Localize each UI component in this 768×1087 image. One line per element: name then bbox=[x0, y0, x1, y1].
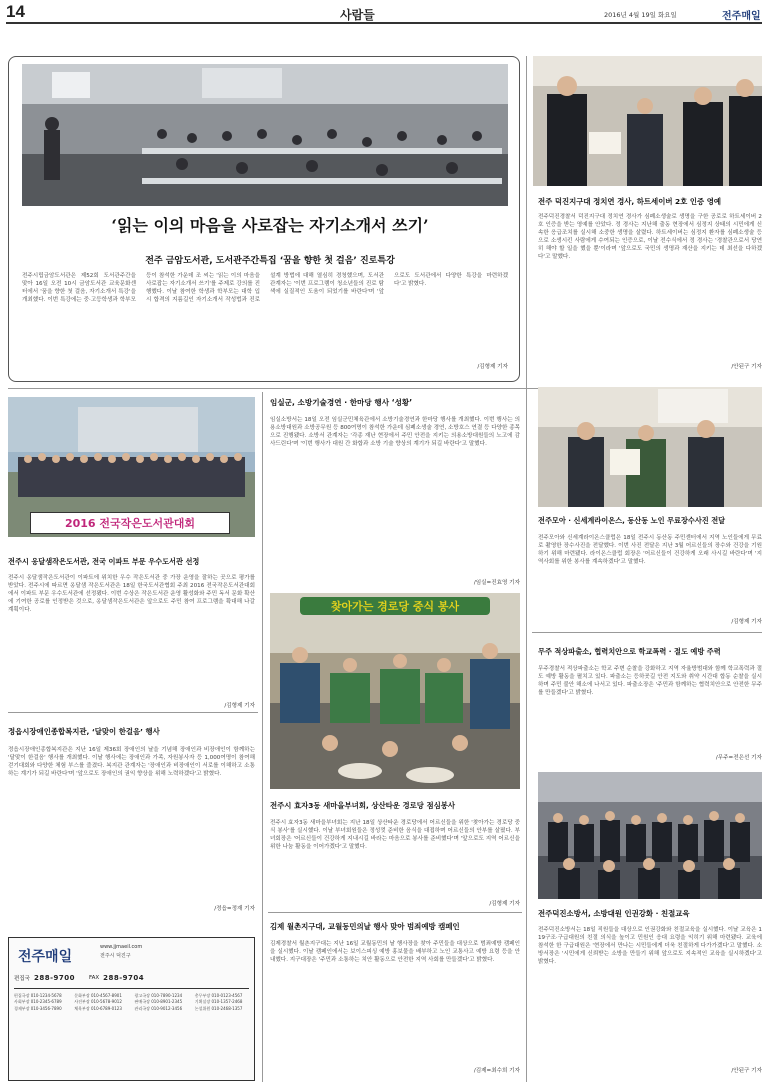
ad-staff-item: 편집국장 010-1234-5678 bbox=[14, 993, 62, 998]
publish-date: 2016년 4월 19일 화요일 bbox=[604, 11, 677, 19]
top-article-photo bbox=[22, 64, 508, 206]
mid-center-photo bbox=[270, 593, 520, 789]
ad-staff-item: 사회부장 010-2345-6789 bbox=[14, 999, 62, 1005]
divider bbox=[262, 392, 263, 1082]
right-bottom-byline: /안된구 기자 bbox=[731, 1068, 762, 1074]
ad-url[interactable]: www.jjmaeil.com bbox=[100, 944, 143, 950]
right-top-photo bbox=[533, 56, 762, 186]
header-rule bbox=[6, 22, 762, 24]
mid-left-headline: 전주시 옹달샘작은도서관, 전국 이파트 부문 우수도서관 선정 bbox=[8, 557, 200, 566]
ad-fax-label: FAX bbox=[88, 975, 100, 981]
mid-left2-byline: /정읍=정재 기자 bbox=[214, 906, 255, 912]
ad-staff-item: 판매국장 010-8901-2345 bbox=[134, 999, 183, 1005]
ad-phone: 288-9700 bbox=[33, 974, 75, 982]
ad-staff-list bbox=[14, 993, 249, 1075]
paper-name: 전주매일 bbox=[722, 11, 761, 22]
section-title: 사람들 bbox=[340, 8, 375, 22]
right-mid-headline: 전주모아 · 신세계라이온스, 동산동 노인 무료장수사진 전달 bbox=[538, 516, 726, 525]
right-top-body: 전주덕진경찰서 덕진지구대 정치연 경사가 심폐소생술로 생명을 구한 공로로 하트세이버 2호 인증을 받는 영예를 안았다. 정 경사는 지난해 출동 현장에서 심정지 상태의 시민에게 신속한 응급조치를 실시해 소중한 생명을 살렸다. 하트세이버는 심정지 환자를 심폐소생술 등으로 소생시킨 사람에게 수여되는 인증으로, 이날 전수식에서 정 경사는 '경찰관으로서 당연히 해야 할 일을 했을 뿐'이라며 '앞으로도 국민의 생명과 재산을 지키는 데 최선을 다하겠다'고 말했다. bbox=[538, 214, 762, 261]
divider bbox=[8, 712, 258, 713]
mid-left-photo-banner: 2016 전국작은도서관대회 bbox=[30, 512, 230, 534]
mid-left2-headline: 정읍시장애인종합복지관, ‘달맞이 한걸음’ 행사 bbox=[8, 727, 160, 736]
ad-staff-item: 총무부장 010-0123-4567 bbox=[194, 993, 243, 998]
top-article-headline: ‘읽는 이의 마음을 사로잡는 자기소개서 쓰기’ bbox=[111, 216, 429, 235]
right-top-byline: /안된구 기자 bbox=[731, 364, 762, 370]
ad-address: 전주시 덕진구 bbox=[100, 953, 131, 959]
right-mid2-byline: /무주=전은선 기자 bbox=[715, 755, 762, 761]
ad-staff-item: 체육부장 010-6789-0123 bbox=[74, 1005, 122, 1011]
center-lower-body: 전주시 효자3동 새마을부녀회는 지난 18일 상산타운 경로당에서 어르신들을 위한 '찾아가는 경로당 중식 봉사'를 실시했다. 이날 부녀회원들은 정성껏 준비한 음식을 대접하며 어르신들의 안부를 살폈다. 부녀회장은 '어르신들이 건강하게 지내시길 바라는 마음으로 봉사를 준비했다'며 '앞으로도 지역 어르신을 위한 나눔 활동을 이어가겠다'고 말했다. bbox=[270, 820, 520, 851]
divider bbox=[526, 56, 527, 1082]
ad-staff-item: 논설위원 010-2468-1357 bbox=[194, 1005, 243, 1011]
right-mid-body: 전주모아와 신세계라이온스클럽은 18일 전주시 동산동 주민센터에서 지역 노인들에게 무료로 촬영한 장수사진을 전달했다. 이번 사진 전달은 지난 3월 어르신들의 장수와 건강을 기원하기 위해 마련됐다. 라이온스클럽 회장은 '어르신들이 건강하게 오래 사시길 바란다'며 '지역사회를 위한 봉사를 계속하겠다'고 말했다. bbox=[538, 535, 762, 566]
ad-staff-item: 문화부장 010-4567-8901 bbox=[74, 993, 122, 998]
center-bottom-headline: 김제 월촌지구대, 교월동민의날 행사 맞아 범죄예방 캠페인 bbox=[270, 922, 460, 931]
right-top-headline: 전주 덕진지구대 정치연 경사, 하트세이버 2호 인증 영예 bbox=[538, 197, 722, 206]
right-mid-byline: /김형제 기자 bbox=[731, 619, 762, 625]
right-bottom-body: 전주덕진소방서는 18일 직원들을 대상으로 인권강화와 친절교육을 실시했다. 이날 교육은 119구조·구급대원의 친절 의식을 높이고 민원인 응대 요령을 익히기 위해 마련됐다. 교육에 참석한 한 구급대원은 '현장에서 만나는 시민들에게 더욱 친절하게 다가가겠다'고 말했다. 소방서장은 '시민에게 신뢰받는 소방을 만들기 위해 앞으로도 지속적인 교육을 실시하겠다'고 밝혔다. bbox=[538, 927, 762, 966]
right-bottom-headline: 전주덕진소방서, 소방대원 인권강화 · 친절교육 bbox=[538, 909, 690, 918]
mid-left2-body: 정읍시장애인종합복지관은 지난 16일 제36회 장애인의 날을 기념해 장애인과 비장애인이 함께하는 '달맞이 한걸음' 행사를 개최했다. 이날 행사에는 장애인과 가족, 자원봉사자 등 1,000여명이 참여해 걷기대회와 다양한 체험 부스를 즐겼다. 복지관 관계자는 '장애인과 비장애인이 서로를 이해하고 소통하는 계기가 되길 바란다'며 '앞으로도 장애인의 권익 향상을 위해 노력하겠다'고 밝혔다. bbox=[8, 747, 255, 778]
ad-staff-item: 경제부장 010-3456-7890 bbox=[14, 1005, 62, 1011]
ad-staff-item: 사진부장 010-5678-9012 bbox=[74, 999, 122, 1005]
mid-left-byline: /김형제 기자 bbox=[224, 703, 255, 709]
page-number: 14 bbox=[6, 2, 25, 21]
ad-phone-label: 편집국 bbox=[14, 976, 30, 982]
divider bbox=[532, 632, 762, 633]
center-bottom-byline: /김제=최수희 기자 bbox=[473, 1068, 520, 1074]
ad-staff-item: 관리국장 010-9012-3456 bbox=[134, 1005, 183, 1011]
ad-divider bbox=[14, 988, 249, 989]
right-mid2-headline: 무주 적상파출소, 협력치안으로 학교폭력 · 절도 예방 주력 bbox=[538, 647, 721, 656]
mid-center-byline: /임실=진효영 기자 bbox=[473, 580, 520, 586]
mid-center-headline: 임실군, 소방기술경연 · 한마당 행사 ‘성황’ bbox=[270, 398, 413, 407]
divider bbox=[268, 912, 522, 913]
top-article-byline: /김형제 기자 bbox=[477, 364, 508, 370]
ad-contact-row bbox=[14, 974, 249, 982]
mid-center-body: 임실소방서는 18일 오전 임실군민체육관에서 소방기술경연과 한마당 행사를 개최했다. 이번 행사는 의용소방대원과 소방공무원 등 800여명이 참석한 가운데 심폐소생술 경연, 소방호스 연결 등 다양한 종목으로 진행됐다. 소방서 관계자는 '각종 재난 현장에서 주민 안전을 지키는 의용소방대원들의 노고에 감사드린다'며 '이번 행사가 대원 간 화합과 소방 기술 향상의 계기가 되길 바란다'고 말했다. bbox=[270, 417, 520, 448]
mid-left-body: 전주시 옹달샘작은도서관이 이파트에 위치한 우수 작은도서관 중 가장 운영을 잘하는 곳으로 평가를 받았다. 전주시에 따르면 옹달샘 작은도서관은 18일 한국도서관협회 주최 2016 전국작은도서관대회에서 이파트 부문 우수도서관에 선정됐다. 이번 수상은 작은도서관 운영 활성화와 주민 독서 문화 확산에 기여한 공로를 인정받은 것으로, 옹달샘작은도서관은 앞으로도 주민 참여 프로그램을 확대해 나갈 계획이다. bbox=[8, 575, 255, 614]
right-mid2-body: 무주경찰서 적상파출소는 학교 주변 순찰을 강화하고 지역 자율방범대와 함께 학교폭력과 절도 예방 활동을 펼치고 있다. 파출소는 등하굣길 안전 지도와 취약 시간대 합동 순찰을 실시하며 주민 불안 해소에 나서고 있다. 파출소장은 '주민과 함께하는 협력치안으로 안전한 무주를 만들겠다'고 밝혔다. bbox=[538, 666, 762, 697]
center-bottom-body: 김제경찰서 월촌지구대는 지난 16일 교월동민의 날 행사장을 찾아 주민들을 대상으로 범죄예방 캠페인을 실시했다. 이날 캠페인에서는 보이스피싱 예방 홍보물을 배부하고 노인 교통사고 예방 요령 등을 안내했다. 지구대장은 '주민과 소통하는 치안 활동으로 안전한 지역 사회를 만들겠다'고 밝혔다. bbox=[270, 941, 520, 964]
top-article-subhead: 전주 금암도서관, 도서관주간특집 ‘꿈을 향한 첫 걸음’ 진로특강 bbox=[145, 256, 395, 266]
ad-fax: 288-9704 bbox=[103, 974, 145, 982]
ad-paper-title: 전주매일 bbox=[18, 949, 73, 965]
top-article-body: 전주시립금암도서관은 제52회 도서관주간을 맞아 16일 오전 10시 금암도서관 교육문화센터에서 '꿈을 향한 첫 걸음, 자기소개서 특강'을 개최했다. 이번 특강에는 중·고등학생과 학부모 등이 참석한 가운데 조 씨는 '읽는 이의 마음을 사로잡는 자기소개서 쓰기'를 주제로 강의를 진행했다. 이날 참여한 학생과 학부모는 대학 입시 합격의 지름길인 자기소개서 작성법과 진로 설계 방법에 대해 열심히 경청했으며, 도서관 관계자는 '이번 프로그램이 청소년들의 진로 탐색에 실질적인 도움이 되었기를 바란다'며 '앞으로도 도서관에서 다양한 특강을 마련하겠다'고 밝혔다. bbox=[22, 273, 508, 304]
mid-center-photo-banner: 찾아가는 경로당 중식 봉사 bbox=[300, 597, 490, 615]
ad-staff-item: 광고국장 010-7890-1234 bbox=[134, 993, 183, 998]
ad-staff-item: 기획실장 010-1357-2468 bbox=[194, 999, 243, 1005]
center-lower-headline: 전주시 효자3동 새마을부녀회, 상산타운 경로당 점심봉사 bbox=[270, 801, 456, 810]
center-lower-byline: /김형제 기자 bbox=[489, 901, 520, 907]
right-bottom-photo bbox=[538, 772, 762, 899]
right-mid-photo bbox=[538, 387, 762, 507]
